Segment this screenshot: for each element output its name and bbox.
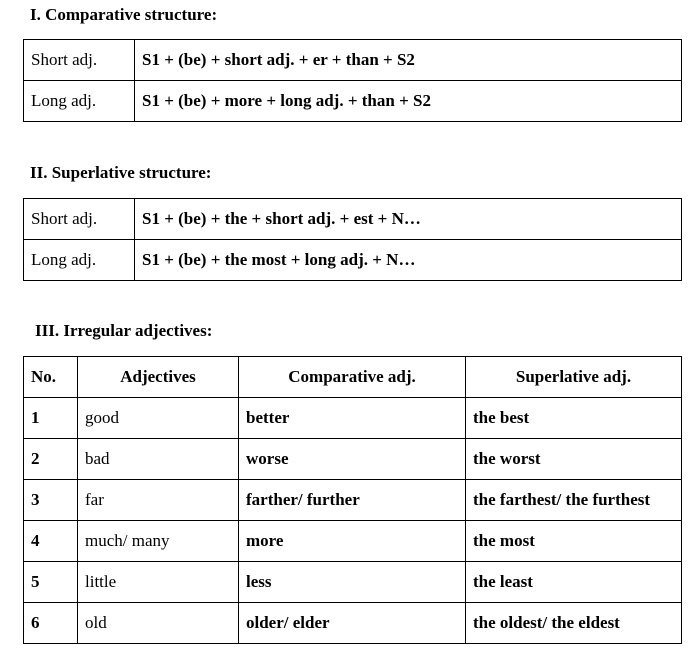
adjective-cell: little — [78, 562, 239, 603]
adjective-cell: good — [78, 398, 239, 439]
header-superlative: Superlative adj. — [466, 357, 682, 398]
table-row — [24, 521, 682, 562]
comparative-cell: better — [239, 398, 466, 439]
row-number: 3 — [24, 480, 78, 521]
row-number: 5 — [24, 562, 78, 603]
adj-type-cell: Long adj. — [24, 240, 135, 281]
irregular-heading: III. Irregular adjectives: — [35, 321, 213, 340]
formula-cell: S1 + (be) + short adj. + er + than + S2 — [135, 40, 682, 81]
row-number: 2 — [24, 439, 78, 480]
comparative-table — [23, 39, 682, 122]
row-number: 1 — [24, 398, 78, 439]
adjective-cell: bad — [78, 439, 239, 480]
superlative-cell: the best — [466, 398, 682, 439]
comparative-cell: farther/ further — [239, 480, 466, 521]
superlative-cell: the most — [466, 521, 682, 562]
adjective-cell: far — [78, 480, 239, 521]
comparative-cell: worse — [239, 439, 466, 480]
formula-cell: S1 + (be) + the most + long adj. + N… — [135, 240, 682, 281]
formula-cell: S1 + (be) + the + short adj. + est + N… — [135, 199, 682, 240]
table-row — [24, 480, 682, 521]
adj-type-cell: Short adj. — [24, 199, 135, 240]
superlative-cell: the worst — [466, 439, 682, 480]
adj-type-cell: Short adj. — [24, 40, 135, 81]
comparative-cell: more — [239, 521, 466, 562]
adj-type-cell: Long adj. — [24, 81, 135, 122]
table-row — [24, 603, 682, 644]
row-number: 6 — [24, 603, 78, 644]
table-row — [24, 240, 682, 281]
table-row — [24, 562, 682, 603]
table-row — [24, 40, 682, 81]
comparative-heading: I. Comparative structure: — [30, 5, 218, 24]
superlative-heading: II. Superlative structure: — [30, 163, 212, 182]
formula-cell: S1 + (be) + more + long adj. + than + S2 — [135, 81, 682, 122]
superlative-cell: the least — [466, 562, 682, 603]
header-no: No. — [24, 357, 78, 398]
adjective-cell: much/ many — [78, 521, 239, 562]
adjective-cell: old — [78, 603, 239, 644]
row-number: 4 — [24, 521, 78, 562]
table-header-row — [24, 357, 682, 398]
irregular-adjectives-table — [23, 356, 682, 644]
table-row — [24, 199, 682, 240]
table-row — [24, 398, 682, 439]
superlative-cell: the oldest/ the eldest — [466, 603, 682, 644]
table-row — [24, 439, 682, 480]
superlative-cell: the farthest/ the furthest — [466, 480, 682, 521]
header-comparative: Comparative adj. — [239, 357, 466, 398]
header-adjectives: Adjectives — [78, 357, 239, 398]
superlative-table — [23, 198, 682, 281]
comparative-cell: less — [239, 562, 466, 603]
comparative-cell: older/ elder — [239, 603, 466, 644]
table-row — [24, 81, 682, 122]
